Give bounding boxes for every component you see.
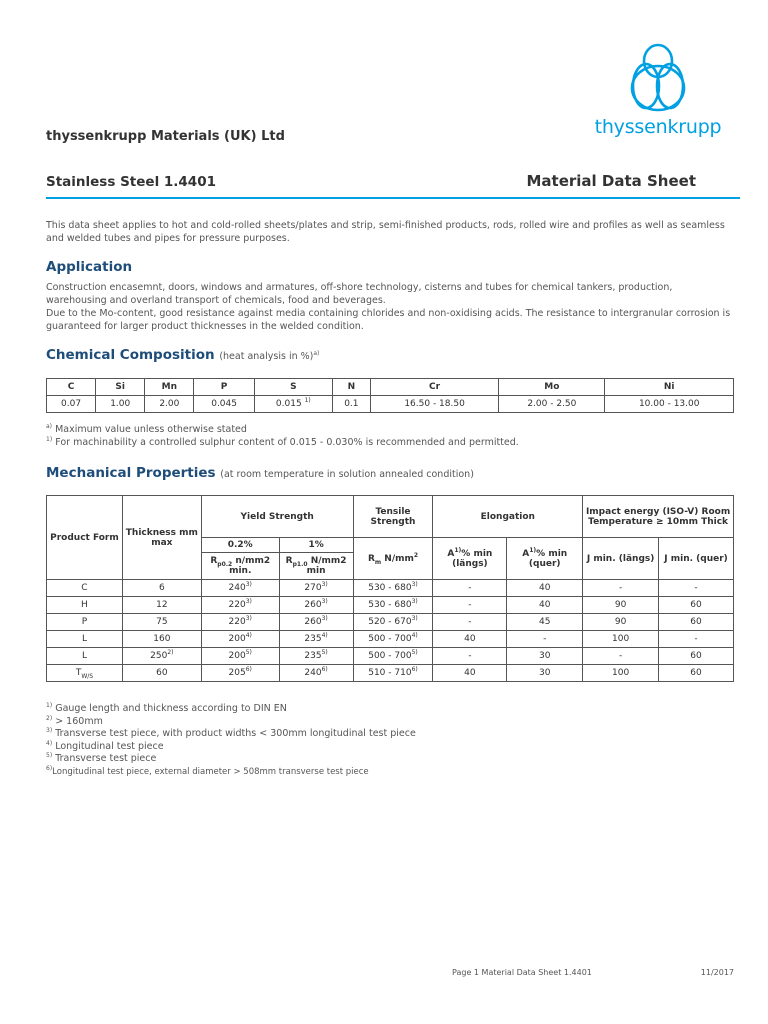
chemical-composition-heading [46,347,319,363]
table-row [47,396,734,413]
table-cell: C [47,580,123,597]
logo-wordmark: thyssenkrupp [594,116,722,138]
table-cell: 60 [659,614,734,631]
mechanical-footnotes [46,703,416,778]
table-row [47,631,734,648]
material-title: Stainless Steel 1.4401 [46,174,216,190]
table-cell: L [47,648,123,665]
table-cell: 530 - 680$^{3)}$ [353,580,433,597]
table-cell: 240$^{3)}$ [201,580,279,597]
header-divider [46,197,740,199]
table-cell: L [47,631,123,648]
table-cell: $T_{W/S}$ [47,665,123,682]
table-cell: - [659,631,734,648]
table-cell: 0.015 $^{1)}$ [254,396,332,413]
table-cell: 2.00 [145,396,194,413]
table-cell: - [659,580,734,597]
table-cell: 220$^{3)}$ [201,597,279,614]
table-row [47,580,734,597]
column-header: Mo [499,379,605,396]
mechanical-properties-note: (at room temperature in solution annealed condition) [220,469,474,480]
table-cell: 30 [507,648,583,665]
column-header: Si [96,379,145,396]
table-cell: 6 [122,580,201,597]
table-cell: - [507,631,583,648]
header-elongation-long: $A^{1)}\%$ min (längs) [433,538,507,580]
footnote: $^{2)}$ > 160mm [46,714,103,727]
table-cell: 60 [122,665,201,682]
mechanical-properties-title: Mechanical Properties [46,465,216,481]
table-cell: 75 [122,614,201,631]
footnote: $^{a)}$ Maximum value unless otherwise stated [46,422,247,435]
table-cell: 60 [659,597,734,614]
table-cell: 90 [583,597,659,614]
table-cell: 500 - 700$^{4)}$ [353,631,433,648]
table-cell: 100 [583,665,659,682]
application-heading: Application [46,259,133,275]
table-cell: 100 [583,631,659,648]
chemical-composition-title: Chemical Composition [46,347,215,363]
table-cell: 2.00 - 2.50 [499,396,605,413]
footnote: $^{5)}$ Transverse test piece [46,751,157,764]
column-header: Ni [605,379,734,396]
header-elongation-trans: $A^{1)}\%$ min (quer) [507,538,583,580]
table-cell: 200$^{4)}$ [201,631,279,648]
header-thickness: Thickness mm max [122,496,201,580]
table-cell: 200$^{5)}$ [201,648,279,665]
mechanical-properties-table [46,495,734,682]
footnote: $^{1)}$ For machinability a controlled sulphur content of 0.015 - 0.030% is recommended and permitted. [46,435,519,448]
header-yield-strength: Yield Strength [201,496,353,538]
document-type: Material Data Sheet [526,172,696,190]
column-header: C [47,379,96,396]
company-name: thyssenkrupp Materials (UK) Ltd [46,129,285,144]
chemical-footnotes [46,424,519,449]
header-0-2-percent: 0.2% [201,538,279,553]
header-tensile-strength: Tensile Strength [353,496,433,538]
table-cell: 530 - 680$^{3)}$ [353,597,433,614]
table-cell: - [583,648,659,665]
table-cell: 510 - 710$^{6)}$ [353,665,433,682]
page-footer-date: 11/2017 [700,968,734,977]
table-cell: - [433,648,507,665]
header-impact-energy: Impact energy (ISO-V) Room Temperature ≥ 10mm Thick [583,496,734,538]
thyssenkrupp-logo-icon [617,42,699,112]
column-header: P [194,379,254,396]
table-cell: - [433,614,507,631]
table-cell: - [433,580,507,597]
table-cell: 40 [507,580,583,597]
chemical-composition-note: (heat analysis in %)$^{a)}$ [219,349,320,362]
footnote: $^{6)}$Longitudinal test piece, external diameter > 508mm transverse test piece [46,764,369,777]
table-cell: 160 [122,631,201,648]
header-impact-long: J min. (längs) [583,538,659,580]
column-header: S [254,379,332,396]
table-cell: 240$^{6)}$ [279,665,353,682]
table-cell: 0.1 [332,396,370,413]
table-cell: 40 [507,597,583,614]
header-product-form: Product Form [47,496,123,580]
header-rp10: $R_{p1.0}$ N/mm2 min [279,553,353,580]
table-cell: P [47,614,123,631]
column-header: Mn [145,379,194,396]
footnote: $^{3)}$ Transverse test piece, with product widths < 300mm longitudinal test piece [46,726,416,739]
table-cell: 10.00 - 13.00 [605,396,734,413]
table-cell: 0.045 [194,396,254,413]
table-row [47,648,734,665]
table-cell: 260$^{3)}$ [279,614,353,631]
table-cell: 500 - 700$^{5)}$ [353,648,433,665]
table-header-row [47,496,734,538]
header-elongation: Elongation [433,496,583,538]
table-cell: 520 - 670$^{3)}$ [353,614,433,631]
table-row [47,614,734,631]
page-footer-label: Page 1 Material Data Sheet 1.4401 [452,968,592,977]
table-row [47,597,734,614]
table-cell: 30 [507,665,583,682]
table-cell: 60 [659,648,734,665]
table-cell: 1.00 [96,396,145,413]
table-cell: 220$^{3)}$ [201,614,279,631]
header-1-percent: 1% [279,538,353,553]
table-cell: 45 [507,614,583,631]
application-paragraph-1: Construction encasemnt, doors, windows and armatures, off-shore technology, cisterns and tubes for chemical tankers, production, warehousing and overland transport of chemicals, food and beverages. [46,282,673,306]
intro-paragraph: This data sheet applies to hot and cold-rolled sheets/plates and strip, semi-finished products, rods, rolled wire and profiles as well as seamless and welded tubes and pipes for pressure purposes. [46,220,725,244]
table-cell: - [433,597,507,614]
header-rm: $R_m$ $N/mm^2$ [353,538,433,580]
column-header: Cr [370,379,499,396]
header-impact-trans: J min. (quer) [659,538,734,580]
table-cell: 235$^{4)}$ [279,631,353,648]
table-header-row [47,379,734,396]
table-cell: H [47,597,123,614]
table-cell: 250$^{2)}$ [122,648,201,665]
table-cell: 90 [583,614,659,631]
table-cell: 0.07 [47,396,96,413]
table-cell: - [583,580,659,597]
table-cell: 260$^{3)}$ [279,597,353,614]
mechanical-properties-heading [46,465,474,481]
column-header: N [332,379,370,396]
table-cell: 12 [122,597,201,614]
chemical-composition-table [46,378,734,413]
table-cell: 270$^{3)}$ [279,580,353,597]
table-row [47,665,734,682]
table-cell: 40 [433,631,507,648]
table-cell: 16.50 - 18.50 [370,396,499,413]
header-rp02: $R_{p0.2}$ n/mm2 min. [201,553,279,580]
table-cell: 205$^{6)}$ [201,665,279,682]
thyssenkrupp-logo [593,42,723,138]
table-cell: 235$^{5)}$ [279,648,353,665]
footnote: $^{1)}$ Gauge length and thickness according to DIN EN [46,701,287,714]
table-cell: 60 [659,665,734,682]
table-cell: 40 [433,665,507,682]
application-paragraph-2: Due to the Mo-content, good resistance against media containing chlorides and non-oxidising acids. The resistance to intergranular corrosion is guaranteed for larger product thicknesses in the welded condition. [46,308,731,332]
footnote: $^{4)}$ Longitudinal test piece [46,739,164,752]
